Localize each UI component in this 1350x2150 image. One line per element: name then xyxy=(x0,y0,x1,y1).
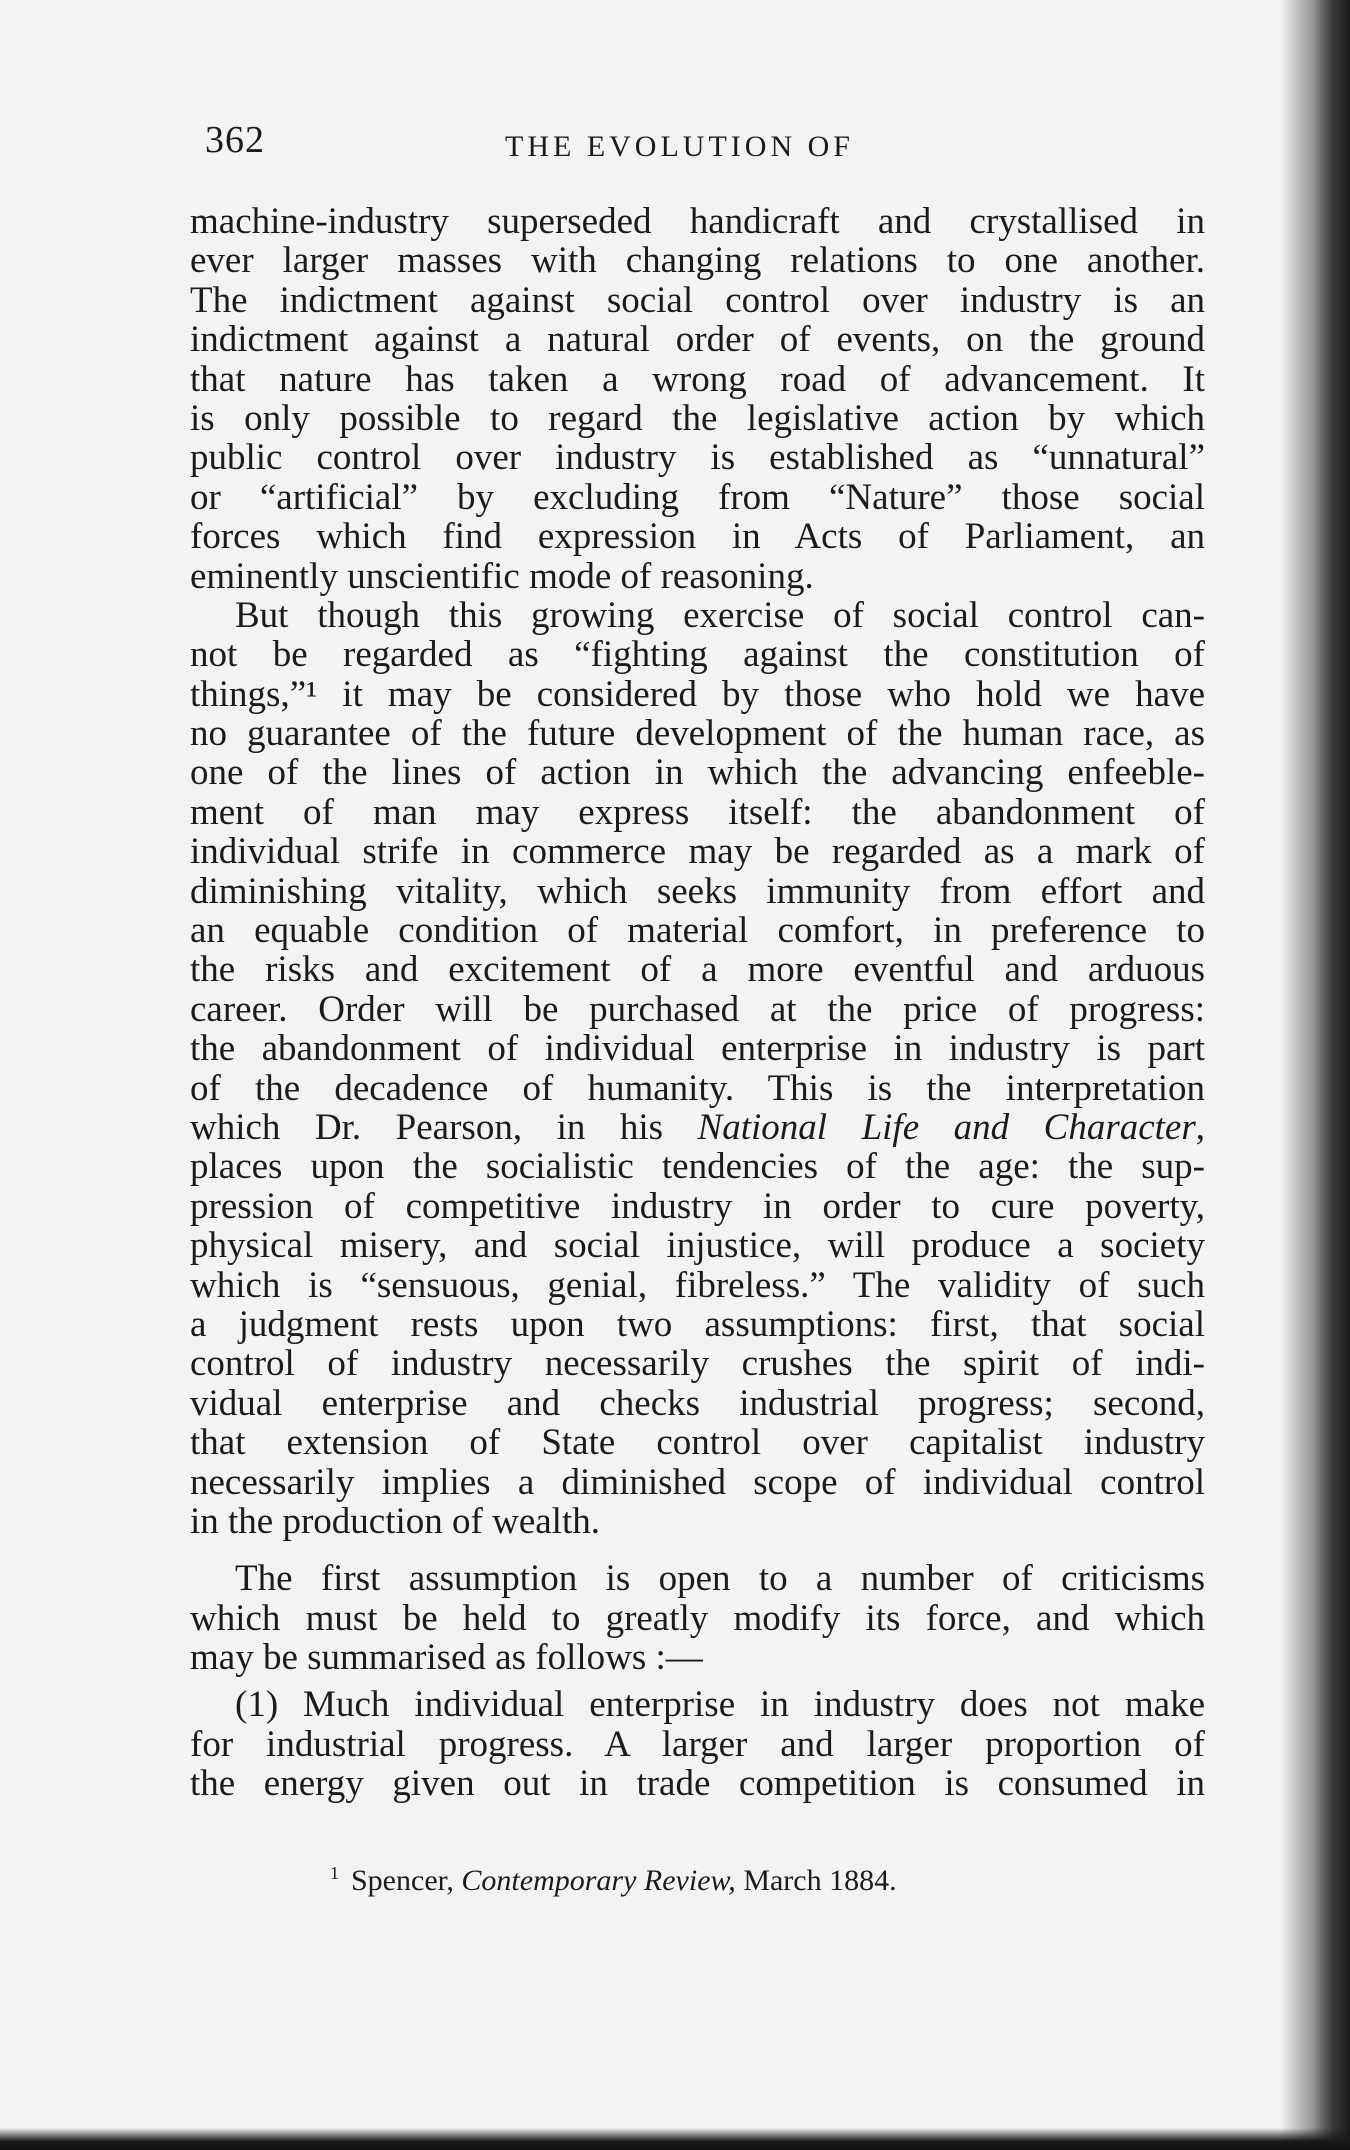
body-text xyxy=(190,202,1205,1804)
text-line: (1) Much individual enterprise in industry does not make xyxy=(235,1684,1205,1726)
text-line: career. Order will be purchased at the price of progress: xyxy=(190,988,1205,1030)
text-line: places upon the socialistic tendencies of the age: the sup- xyxy=(190,1146,1205,1188)
text-line: The first assumption is open to a number of criticisms xyxy=(235,1558,1205,1600)
text-line: no guarantee of the future development of the human race, as xyxy=(190,713,1205,755)
text-line: that nature has taken a wrong road of advancement. It xyxy=(190,358,1205,400)
footnote-date: March 1884. xyxy=(743,1864,897,1897)
text-line: that extension of State control over capitalist industry xyxy=(190,1422,1205,1464)
text-line: physical misery, and social injustice, will produce a society xyxy=(190,1225,1205,1267)
text-line: diminishing vitality, which seeks immunity from effort and xyxy=(190,870,1205,912)
footnote xyxy=(330,1863,897,1898)
text-line: for industrial progress. A larger and larger proportion of xyxy=(190,1723,1205,1765)
text-line: vidual enterprise and checks industrial progress; second, xyxy=(190,1382,1205,1424)
text-line: machine-industry superseded handicraft and crystallised in xyxy=(190,201,1205,242)
text-line: things,”¹ it may be considered by those who hold we have xyxy=(190,673,1205,715)
text-line: which must be held to greatly modify its force, and which xyxy=(190,1597,1205,1639)
running-head: THE EVOLUTION OF xyxy=(505,130,854,163)
paragraph xyxy=(190,1559,1205,1677)
text-line: eminently unscientific mode of reasoning. xyxy=(190,555,814,597)
text-line: forces which find expression in Acts of Parliament, an xyxy=(190,516,1205,558)
text-line: public control over industry is established as “unnatural” xyxy=(190,437,1205,479)
text-line: or “artificial” by excluding from “Nature” those social xyxy=(190,476,1205,518)
text-line: which is “sensuous, genial, fibreless.” The validity of such xyxy=(190,1264,1205,1306)
text-line: the risks and excitement of a more eventful and arduous xyxy=(190,949,1205,991)
page-number: 362 xyxy=(205,119,265,161)
text-line-with-italic-title: which Dr. Pearson, in his National Life and Character, xyxy=(190,1106,1205,1148)
text-line: ever larger masses with changing relations to one another. xyxy=(190,240,1205,282)
text-line: the abandonment of individual enterprise in industry is part xyxy=(190,1028,1205,1070)
text-line: a judgment rests upon two assumptions: first, that social xyxy=(190,1303,1205,1345)
text-line: one of the lines of action in which the advancing enfeeble- xyxy=(190,752,1205,794)
footnote-marker: 1 xyxy=(330,1863,339,1883)
text-line: individual strife in commerce may be regarded as a mark of xyxy=(190,831,1205,873)
text-line: control of industry necessarily crushes the spirit of indi- xyxy=(190,1343,1205,1385)
text-line: of the decadence of humanity. This is the interpretation xyxy=(190,1067,1205,1109)
text-line: pression of competitive industry in order to cure poverty, xyxy=(190,1185,1205,1227)
text-line: necessarily implies a diminished scope of individual control xyxy=(190,1461,1205,1503)
book-title: National Life and Character xyxy=(697,1106,1196,1148)
footnote-journal: Contemporary Review, xyxy=(461,1864,736,1897)
page-bottom-edge xyxy=(0,2128,1350,2150)
paragraph xyxy=(190,596,1205,1541)
text-line: may be summarised as follows :— xyxy=(190,1637,703,1679)
text-line: an equable condition of material comfort, in preference to xyxy=(190,910,1205,952)
text-line: ment of man may express itself: the abandonment of xyxy=(190,791,1205,833)
text-line: in the production of wealth. xyxy=(190,1500,600,1542)
page-header xyxy=(205,118,1205,178)
text-line: is only possible to regard the legislative action by which xyxy=(190,397,1205,439)
paragraph xyxy=(190,202,1205,596)
text-line: not be regarded as “fighting against the constitution of xyxy=(190,634,1205,676)
paragraph-gap xyxy=(190,1541,1205,1559)
paragraph xyxy=(190,1685,1205,1803)
footnote-author: Spencer, xyxy=(351,1864,454,1897)
text-line: The indictment against social control over industry is an xyxy=(190,279,1205,321)
spine-shadow xyxy=(1280,0,1350,2150)
text-line: But though this growing exercise of social control can- xyxy=(235,594,1205,636)
text-line: indictment against a natural order of events, on the ground xyxy=(190,319,1205,361)
text-line: the energy given out in trade competition is consumed in xyxy=(190,1763,1205,1805)
